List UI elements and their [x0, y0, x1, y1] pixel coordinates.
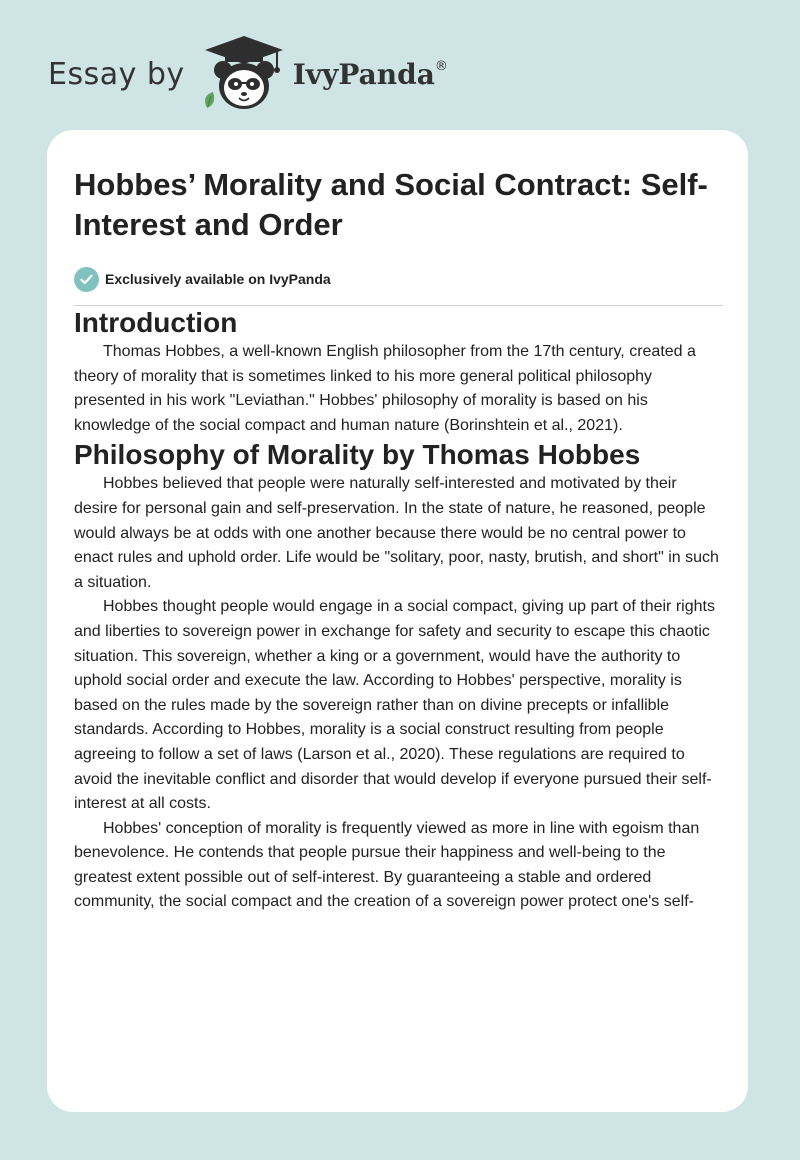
article-body	[74, 130, 724, 915]
essay-by-label: Essay by	[48, 56, 185, 92]
registered-mark: ®	[434, 58, 448, 74]
site-header	[48, 34, 448, 114]
article-card	[47, 130, 748, 1112]
paragraph: Hobbes believed that people were naturally self-interested and motivated by their desire for personal gain and self-preservation. In the state of nature, he reasoned, people would always be at odds with one another because there would be no central power to enact rules and uphold order. Life would be "solitary, poor, nasty, brutish, and short" in such a situation.	[74, 475, 719, 591]
section-heading-introduction: Introduction	[74, 307, 238, 338]
panda-graduate-icon	[199, 34, 289, 114]
paragraph: Hobbes thought people would engage in a social compact, giving up part of their rights and liberties to sovereign power in exchange for safety and security to escape this chaotic situation. This sovereign, whether a king or a government, would have the authority to uphold social order and execute the law. According to Hobbes' perspective, morality is based on the rules made by the sovereign rather than on divine precepts or infallible standards. According to Hobbes, morality is a social construct resulting from people agreeing to follow a set of laws (Larson et al., 2020). These regulations are required to avoid the inevitable conflict and disorder that would develop if everyone pursued their self-interest at all costs.	[74, 598, 715, 813]
section-heading-philosophy: Philosophy of Morality by Thomas Hobbes	[74, 439, 641, 471]
exclusive-badge	[74, 265, 724, 293]
brand-name: IvyPanda	[292, 57, 435, 91]
paragraph: Thomas Hobbes, a well-known English philosopher from the 17th century, created a theory of morality that is sometimes linked to his more general political philosophy presented in his work "Leviathan." Hobbes' philosophy of morality is based on his knowledge of the social compact and human nature (Borinshtein et al., 2021).	[74, 343, 696, 434]
page-title: Hobbes’ Morality and Social Contract: Self-Interest and Order	[74, 167, 708, 242]
check-circle-icon	[74, 267, 99, 292]
exclusive-label: Exclusively available on IvyPanda	[105, 271, 331, 287]
paragraph: Hobbes' conception of morality is frequently viewed as more in line with egoism than benevolence. He contends that people pursue their happiness and well-being to the greatest extent possible out of self-interest. By guaranteeing a stable and ordered community, the social compact and the creation of a sovereign power protect one's self-	[74, 819, 700, 911]
